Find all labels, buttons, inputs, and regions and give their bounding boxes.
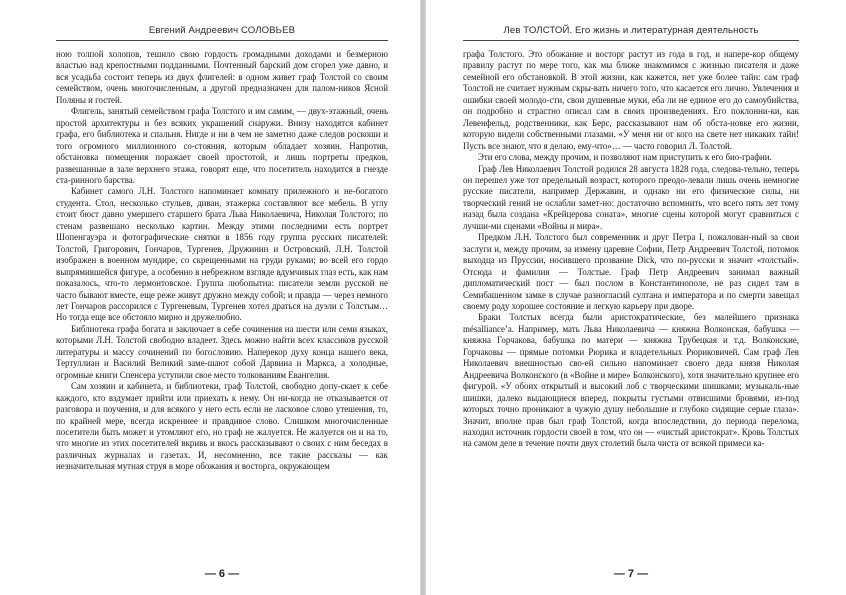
paragraph: Библиотека графа богата и заключает в себе сочинения на шести или семи языках, которыми Л.Н. Толстой свободно владеет. Здесь можно найти всех классиков русской литературы и массу сочинений по богословию. Наперекор духу конца нашего века, Тертуллиан и Василий Великий заме-шают собой Дарвина и Маркса, а холодные, огромные книги Спенсера уступили свое место толкованиям Евангелия. <box>56 323 388 380</box>
paragraph: Сам хозяин и кабинета, и библиотеки, граф Толстой, свободно допу-скает к себе каждого, кто вздумает прийти или приехать к нему. Он ни-когда не отказывается от разговора и поучения, и для всякого у него есть если не ласковое слово утешения, то, по крайней мере, всегда искреннее и правдивое слово. Слишком многочисленные посетители быть может и утомляют его, но граф не жалуется. Не жалуется он и на то, что многие из этих посетителей вкривь и вкось рассказывают о своих с ним беседах в различных журналах и газетах. И, несомненно, все такие рассказы — как незначительная мутная струя в море обожания и восторга, окружающем <box>56 381 388 472</box>
running-head-author: Евгений Андреевич СОЛОВЬЕВ <box>56 22 388 41</box>
left-page-body <box>56 49 388 473</box>
paragraph: Граф Лев Николаевич Толстой родился 28 августа 1828 года, следова-тельно, теперь он перешел уже тот предельный возраст, которого преодо-левали лишь очень немногие русские писатели, например Державин, и однако ни его физические силы, ни творческий гений не ослабли замет-но: достаточно вспомнить, что всего пять лет тому назад была создана «Крейцерова соната», многие сцены которой могут сравниться с лучши-ми сценами «Войны и мира». <box>463 163 799 231</box>
running-head-title: Лев ТОЛСТОЙ. Его жизнь и литературная деятельность <box>463 22 799 41</box>
paragraph: ною толпой холопов, тешило свою гордость громадными доходами и безмерною властью над крепостными подданными. Почтенный барский дом сгорел уже давно, и вся усадьба состоит теперь из двух флигелей: в одном живет граф Толстой со своим семейством, очень многочисленным, а другой предназначен для палом-ников Ясной Поляны и гостей. <box>56 49 388 105</box>
right-page-body <box>463 49 799 450</box>
page-number: — 7 — <box>613 568 649 580</box>
paragraph: графа Толстого. Это обожание и восторг растут из года в год, и напере-кор общему правилу растут по мере того, как мы ближе знакомимся с жизнью писателя и даже семейной его обстановкой. В этой жизни, как кажется, нет уже более тайн: сам граф Толстой не считает нужным скры-вать ничего того, что касается его лично. Увлечения и ошибки своей молодо-сти, свои душевные муки, еба ли не единое его до самоубийства, он подробно и страстно описал сам в своих произведениях. Его поклонни-ки, как Левенфельд, родственники, как Берс, рассказывают нам об обста-новке его жизни, которую видели собственными глазами. «У меня ни от кого на свете нет никаких тайн! Пусть все знают, что я делаю, ему-что»… — часто говорил Л. Толстой. <box>463 49 799 151</box>
paragraph: Эти его слова, между прочим, и позволяют нам приступить к его био-графии. <box>478 152 772 163</box>
paragraph: Флигель, занятый семейством графа Толстого и им самим, — двух-этажный, очень простой архитектуры и без всяких украшений снаружи. Внизу находятся кабинет графа, его библиотека и спальня. Нигде и ни в чем не заметно даже следов роскоши и того огромного миллионного со-стояния, которым обладает хозяин. Напротив, обстановка помещения поражает своей простотой, и лишь портреты предков, развешанные в зале верхнего этажа, говорят еще, что посетитель находится в гнезде ста-ринного барства. <box>56 106 388 185</box>
right-page <box>426 0 846 595</box>
paragraph: Браки Толстых всегда были аристократические, без малейшего признака mésalliance’а. Например, мать Льва Николаевича — княжна Волконская, бабушка — княжна Горчакова, бабушка по матери — княжна Трубецкая и т.д. Волконские, Горчаковы — прямые потомки Рюрика и владетельных Рюриковичей. Сам граф Лев Николаевич внешностью сво-ей сильно напоминает своего деда князя Николая Андреевича Волконского (в «Войне и мире» Болконского), хотя значительно крупнее его фигурой. «У обоих открытый и высокий лоб с творческими шишками; музыкаль-ные шишки, далеко выдающиеся вперед, покрыты густыми отвисшими бровями, из-под которых точно проникают в чужую душу небольшие и глубоко сидящие серые глаза». Значит, вполне прав был граф Толстой, когда впоследствии, до периода перелома, находил источник гордости своей в том, что он — «чистый аристократ». Кровь Толстых на самом деле в течение почти двух столетий была чиста от всякой примеси ка- <box>463 312 799 449</box>
paragraph: Предком Л.Н. Толстого был современник и друг Петра I, пожалован-ный за свои заслуги и, между прочим, за измену царевне Софии, Петр Андреевич Толстой, потомок выходца из Пруссии, носившего прозвание Dick, что по-русски и значит «толстый». Отсюда и фамилия — Толстые. Граф Петр Андреевич занимал важный дипломатический пост — был послом в Константинополе, не раз сидел там в Семибашенном замке в случае разногласий султана и императора и по смерти завещал своему роду хорошее состояние и легкую карьеру при дворе. <box>463 232 799 311</box>
page-number: — 6 — <box>204 568 240 580</box>
left-page <box>0 0 420 595</box>
paragraph: Кабинет самого Л.Н. Толстого напоминает комнату прилежного и не-богатого студента. Стол, несколько стульев, диван, этажерка составляют все мебель. В углу стоит бюст давно умершего старшего брата Льва Николаевича, Николая Толстого; по стенам развешано несколько картин. Между этими последними есть портрет Шопенгауэра и фотографические снятки в 1856 году группа русских писателей: Толстой, Григорович, Гончаров, Тургенев, Дружинин и Островский. Л.Н. Толстой изображен в военном мундире, со скрещенными на груди руками; во всей его гордо выпрямившейся фигуре, а особенно в небрежном взгляде вдумчивых глаз есть, как нам показалось, что-то лермонтовское. Группа любопытна: писатели земли русской не часто бывают вместе, еще реже живут дружно между собой; и правда — через немного лет Гончаров рассорился с Тургеневым, Тургенев хотел драться на дуэли с Толстым… Но тогда еще все обстояло мирно и дружелюбно. <box>56 186 388 323</box>
